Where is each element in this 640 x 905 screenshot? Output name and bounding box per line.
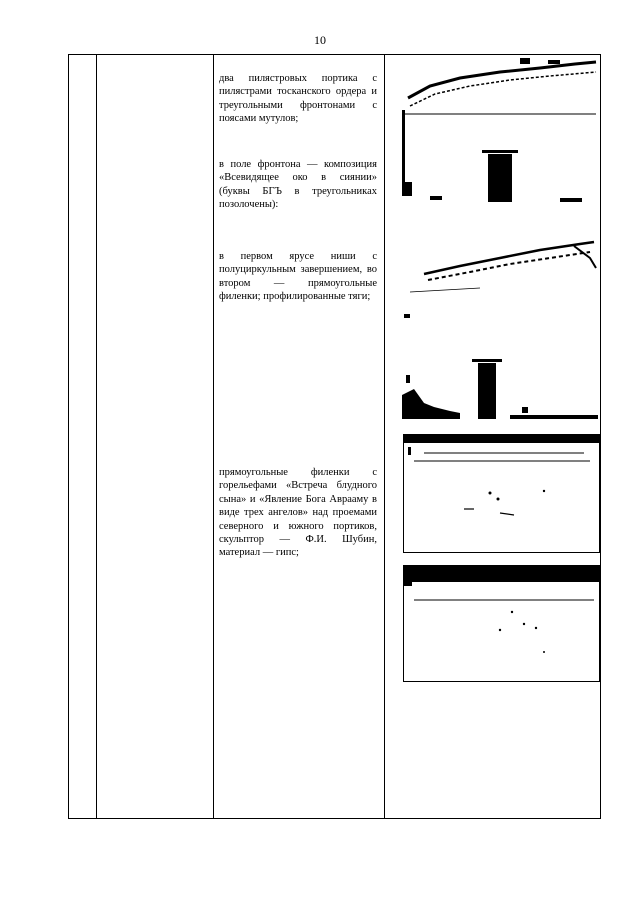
page-number: 10 [314, 33, 326, 47]
description-pediment: в поле фронтона — композиция «Всевидящее око в сиянии» (буквы БГЪ в треугольниках позолочены): [219, 159, 377, 211]
photo-relief-prodigal-son [403, 434, 600, 553]
column-divider-2 [213, 55, 214, 818]
column-divider-1 [96, 55, 97, 818]
photo-portico-pediment [400, 58, 598, 204]
photo-facade-niche [400, 345, 598, 421]
description-reliefs: прямоугольные филенки с горельефами «Встреча блудного сына» и «Явление Бога Аврааму в виде трех ангелов» над проемами северного и южного портиков, скульптор — Ф.И. Шубин, материал — гипс; [219, 467, 377, 559]
photo-relief-three-angels [403, 565, 600, 682]
photo-cornice [400, 232, 598, 332]
description-niches: в первом ярусе ниши с полуциркульным завершением, во втором — прямоугольные филенки; профилированные тяги; [219, 251, 377, 303]
column-divider-3 [384, 55, 385, 818]
description-portico: два пилястровых портика с пилястрами тосканского ордера и треугольными фронтонами с поясами мутулов; [219, 73, 377, 125]
